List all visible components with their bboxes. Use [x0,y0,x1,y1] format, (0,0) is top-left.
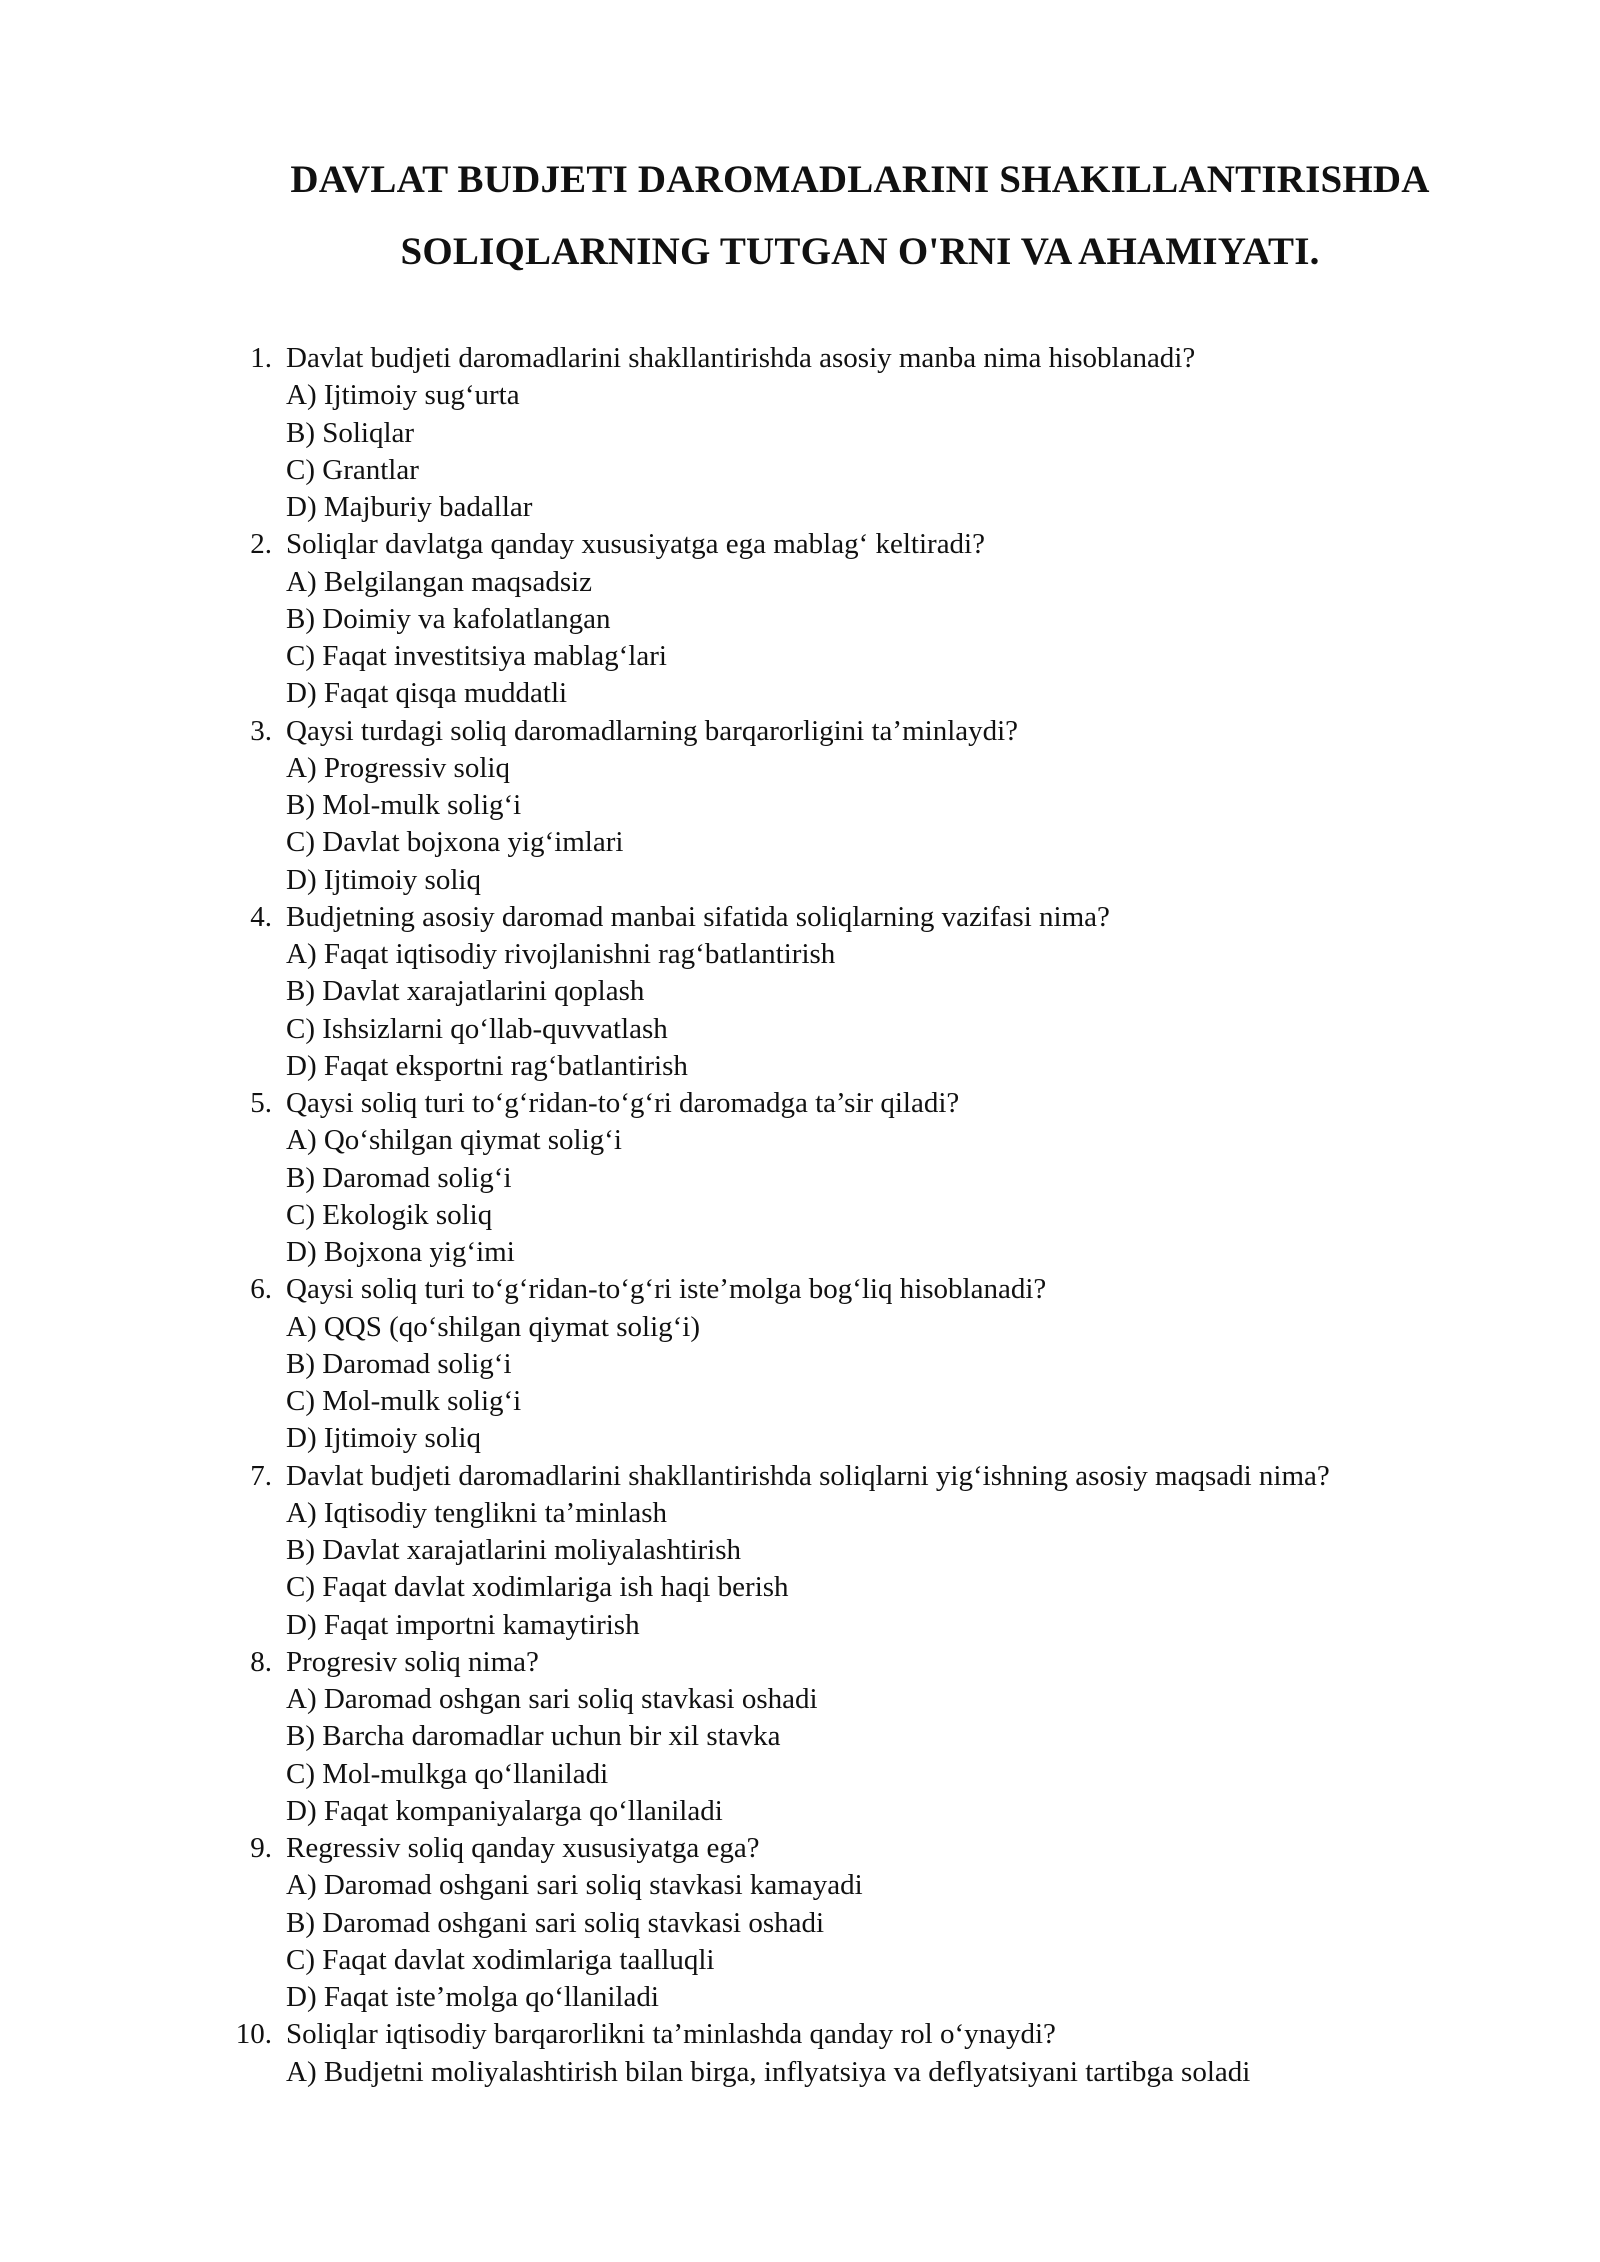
question-text: Davlat budjeti daromadlarini shakllantirishda asosiy manba nima hisoblanadi? [286,342,1196,374]
answer-option: B) Doimiy va kafolatlangan [286,602,611,635]
question-line [232,340,1532,377]
question-number: 1. [250,342,272,374]
answer-option: A) Belgilangan maqsadsiz [286,565,593,598]
title-line-2: SOLIQLARNING TUTGAN O'RNI VA AHAMIYATI. [400,230,1320,273]
question-text: Soliqlar iqtisodiy barqarorlikni ta’minlashda qanday rol o‘ynaydi? [286,2018,1056,2051]
question-number: 8. [250,1645,272,1678]
question-number: 5. [250,1087,272,1119]
answer-option: A) Qo‘shilgan qiymat solig‘i [286,1124,622,1157]
answer-option: B) Davlat xarajatlarini qoplash [286,975,645,1008]
answer-option: C) Faqat investitsiya mablag‘lari [286,640,667,672]
answer-option: C) Mol-mulk solig‘i [286,1385,522,1417]
answer-option: A) QQS (qo‘shilgan qiymat solig‘i) [286,1310,701,1343]
question-item [232,340,1532,526]
answer-option: A) Daromad oshgani sari soliq stavkasi kamayadi [286,1869,863,1902]
answer-option: C) Grantlar [286,453,419,486]
answer-option: B) Daromad solig‘i [286,1347,512,1380]
question-number: 3. [250,714,272,747]
question-number: 2. [250,528,272,561]
answer-option: D) Faqat qisqa muddatli [286,677,568,710]
question-item [232,713,1532,899]
answer-option: B) Davlat xarajatlarini moliyalashtirish [286,1534,742,1566]
question-item [232,1830,1532,2016]
question-line [232,1644,1532,1681]
question-line [232,526,1532,563]
answer-option: A) Ijtimoiy sug‘urta [286,379,520,412]
answer-option: B) Daromad oshgani sari soliq stavkasi oshadi [286,1906,825,1939]
question-item [232,1458,1532,1644]
answer-option: D) Ijtimoiy soliq [286,1422,481,1455]
question-line [232,713,1532,750]
answer-option: D) Faqat importni kamaytirish [286,1608,640,1641]
title-line-1: DAVLAT BUDJETI DAROMADLARINI SHAKILLANTIRISHDA [290,158,1430,201]
answer-option: B) Daromad solig‘i [286,1161,512,1194]
question-text: Regressiv soliq qanday xususiyatga ega? [286,1832,760,1864]
answer-option: C) Ekologik soliq [286,1198,493,1231]
answer-option: A) Iqtisodiy tenglikni ta’minlash [286,1496,667,1529]
question-number: 9. [250,1832,272,1864]
answer-option: A) Daromad oshgan sari soliq stavkasi oshadi [286,1683,818,1715]
question-text: Budjetning asosiy daromad manbai sifatida soliqlarning vazifasi nima? [286,900,1110,933]
question-line [232,1830,1532,1867]
answer-option: D) Faqat iste’molga qo‘llaniladi [286,1981,659,2013]
answer-option: B) Barcha daromadlar uchun bir xil stavka [286,1720,781,1753]
answer-option: D) Ijtimoiy soliq [286,863,481,896]
answer-option: D) Faqat eksportni rag‘batlantirish [286,1049,688,1082]
answer-option: A) Faqat iqtisodiy rivojlanishni rag‘batlantirish [286,938,836,970]
answer-option: C) Davlat bojxona yig‘imlari [286,826,624,859]
question-number: 7. [250,1459,272,1492]
question-item [232,1085,1532,1271]
question-item [232,899,1532,1085]
question-text: Soliqlar davlatga qanday xususiyatga ega mablag‘ keltiradi? [286,528,985,561]
question-line [232,1458,1532,1495]
answer-option: B) Mol-mulk solig‘i [286,789,522,821]
answer-option: A) Budjetni moliyalashtirish bilan birga, inflyatsiya va deflyatsiyani tartibga soladi [286,2055,1251,2088]
document-title [180,144,1540,288]
question-line [232,899,1532,936]
question-line [232,2016,1532,2053]
answer-option: B) Soliqlar [286,416,415,449]
question-item [232,526,1532,712]
question-text: Qaysi soliq turi to‘g‘ridan-to‘g‘ri iste’molga bog‘liq hisoblanadi? [286,1273,1047,1306]
question-text: Qaysi turdagi soliq daromadlarning barqarorligini ta’minlaydi? [286,714,1019,747]
question-list [232,340,1532,2091]
question-text: Qaysi soliq turi to‘g‘ridan-to‘g‘ri daromadga ta’sir qiladi? [286,1087,960,1119]
answer-option: A) Progressiv soliq [286,751,510,784]
answer-option: C) Ishsizlarni qo‘llab-quvvatlash [286,1012,668,1045]
question-text: Davlat budjeti daromadlarini shakllantirishda soliqlarni yig‘ishning asosiy maqsadi nima? [286,1459,1330,1492]
question-number: 4. [250,900,272,933]
question-line [232,1271,1532,1308]
answer-option: D) Majburiy badallar [286,491,533,523]
answer-option: D) Faqat kompaniyalarga qo‘llaniladi [286,1794,723,1827]
answer-option: C) Faqat davlat xodimlariga taalluqli [286,1943,715,1976]
question-item [232,2016,1532,2091]
question-number: 6. [250,1273,272,1306]
answer-option: D) Bojxona yig‘imi [286,1236,515,1268]
question-item [232,1271,1532,1457]
question-line [232,1085,1532,1122]
answer-option: C) Mol-mulkga qo‘llaniladi [286,1757,609,1790]
question-number: 10. [235,2018,272,2051]
answer-option: C) Faqat davlat xodimlariga ish haqi berish [286,1571,789,1604]
question-text: Progresiv soliq nima? [286,1645,539,1678]
question-item [232,1644,1532,1830]
